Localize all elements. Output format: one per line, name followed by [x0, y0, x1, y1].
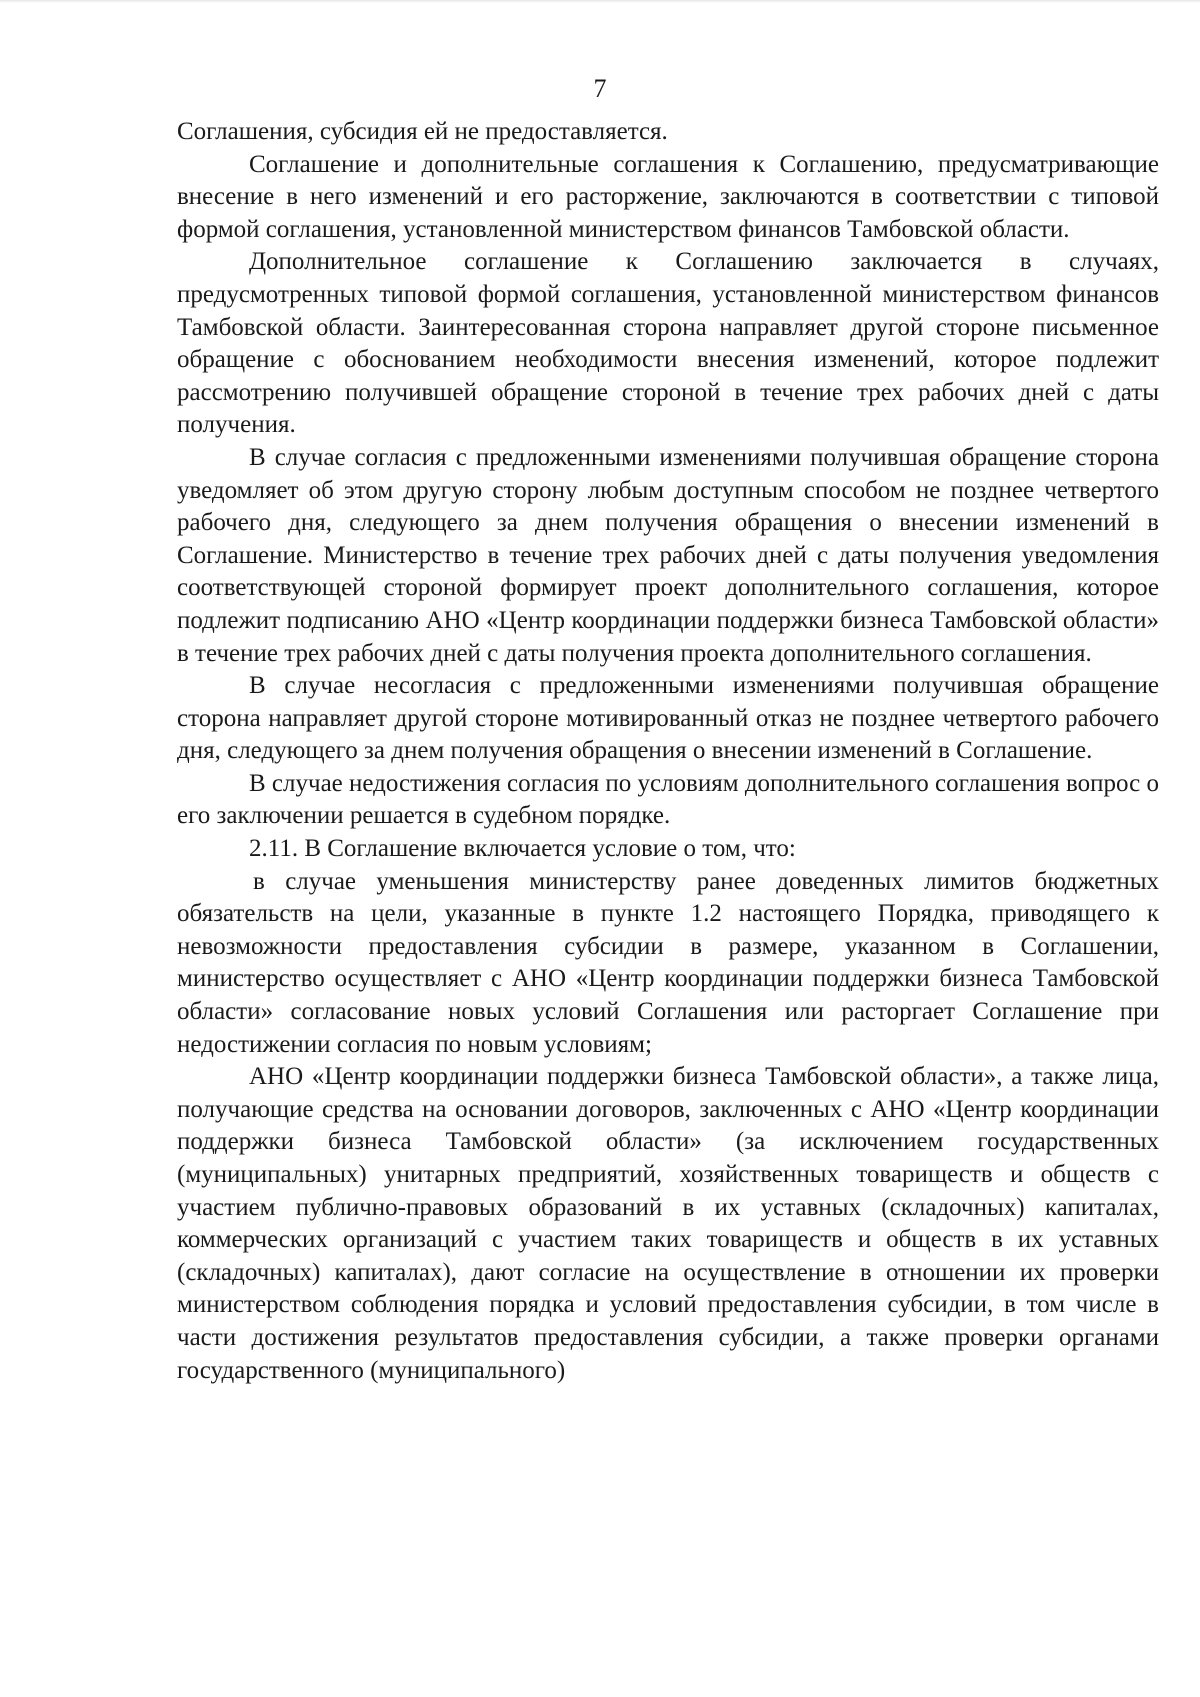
paragraph-disagreement-case: В случае несогласия с предложенными изменениями получившая обращение сторона направляет другой стороне мотивированный отказ не позднее четвертого рабочего дня, следующего за днем получения обращения о внесении изменений в Соглашение.: [177, 672, 1159, 765]
paragraph-consent-case: В случае согласия с предложенными изменениями получившая обращение сторона уведомляет об этом другую сторону любым доступным способом не позднее четвертого рабочего дня, следующего за днем получения обращения о внесении изменений в Соглашение. Министерство в течение трех рабочих дней с даты получения уведомления соответствующей стороной формирует проект дополнительного соглашения, которое подлежит подписанию АНО «Центр координации поддержки бизнеса Тамбовской области» в течение трех рабочих дней с даты получения проекта дополнительного соглашения.: [177, 443, 1159, 667]
document-body: [177, 116, 1159, 1387]
paragraph-no-agreement-case: В случае недостижения согласия по условиям дополнительного соглашения вопрос о его заключении решается в судебном порядке.: [177, 769, 1159, 830]
paragraph-continuation: Соглашения, субсидия ей не предоставляется.: [177, 118, 668, 145]
page-number: 7: [593, 74, 607, 103]
paragraph-additional-agreement: Дополнительное соглашение к Соглашению заключается в случаях, предусмотренных типовой формой соглашения, установленной министерством финансов Тамбовской области. Заинтересованная сторона направляет другой стороне письменное обращение с обоснованием необходимости внесения изменений, которое подлежит рассмотрению получившей обращение стороной в течение трех рабочих дней с даты получения.: [177, 248, 1159, 439]
paragraph-agreement-form: Соглашение и дополнительные соглашения к Соглашению, предусматривающие внесение в него изменений и его расторжение, заключаются в соответствии с типовой формой соглашения, установленной министерством финансов Тамбовской области.: [177, 150, 1159, 243]
section-2-11-heading: 2.11. В Соглашение включается условие о том, что:: [249, 835, 796, 863]
paragraph-limits-reduction: в случае уменьшения министерству ранее доведенных лимитов бюджетных обязательств на цели, указанные в пункте 1.2 настоящего Порядка, приводящего к невозможности предоставления субсидии в размере, указанном в Соглашении, министерство осуществляет с АНО «Центр координации поддержки бизнеса Тамбовской области» согласование новых условий Соглашения или расторгает Соглашение при недостижении согласия по новым условиям;: [177, 867, 1159, 1058]
scan-edge: [0, 0, 1200, 3]
paragraph-inspection-consent: АНО «Центр координации поддержки бизнеса Тамбовской области», а также лица, получающие средства на основании договоров, заключенных с АНО «Центр координации поддержки бизнеса Тамбовской области» (за исключением государственных (муниципальных) унитарных предприятий, хозяйственных товариществ и обществ с участием публично-правовых образований в их уставных (складочных) капиталах, коммерческих организаций с участием таких товариществ и обществ в их уставных (складочных) капиталах), дают согласие на осуществление в отношении их проверки министерством соблюдения порядка и условий предоставления субсидии, в том числе в части достижения результатов предоставления субсидии, а также проверки органами государственного (муниципального): [177, 1063, 1159, 1384]
